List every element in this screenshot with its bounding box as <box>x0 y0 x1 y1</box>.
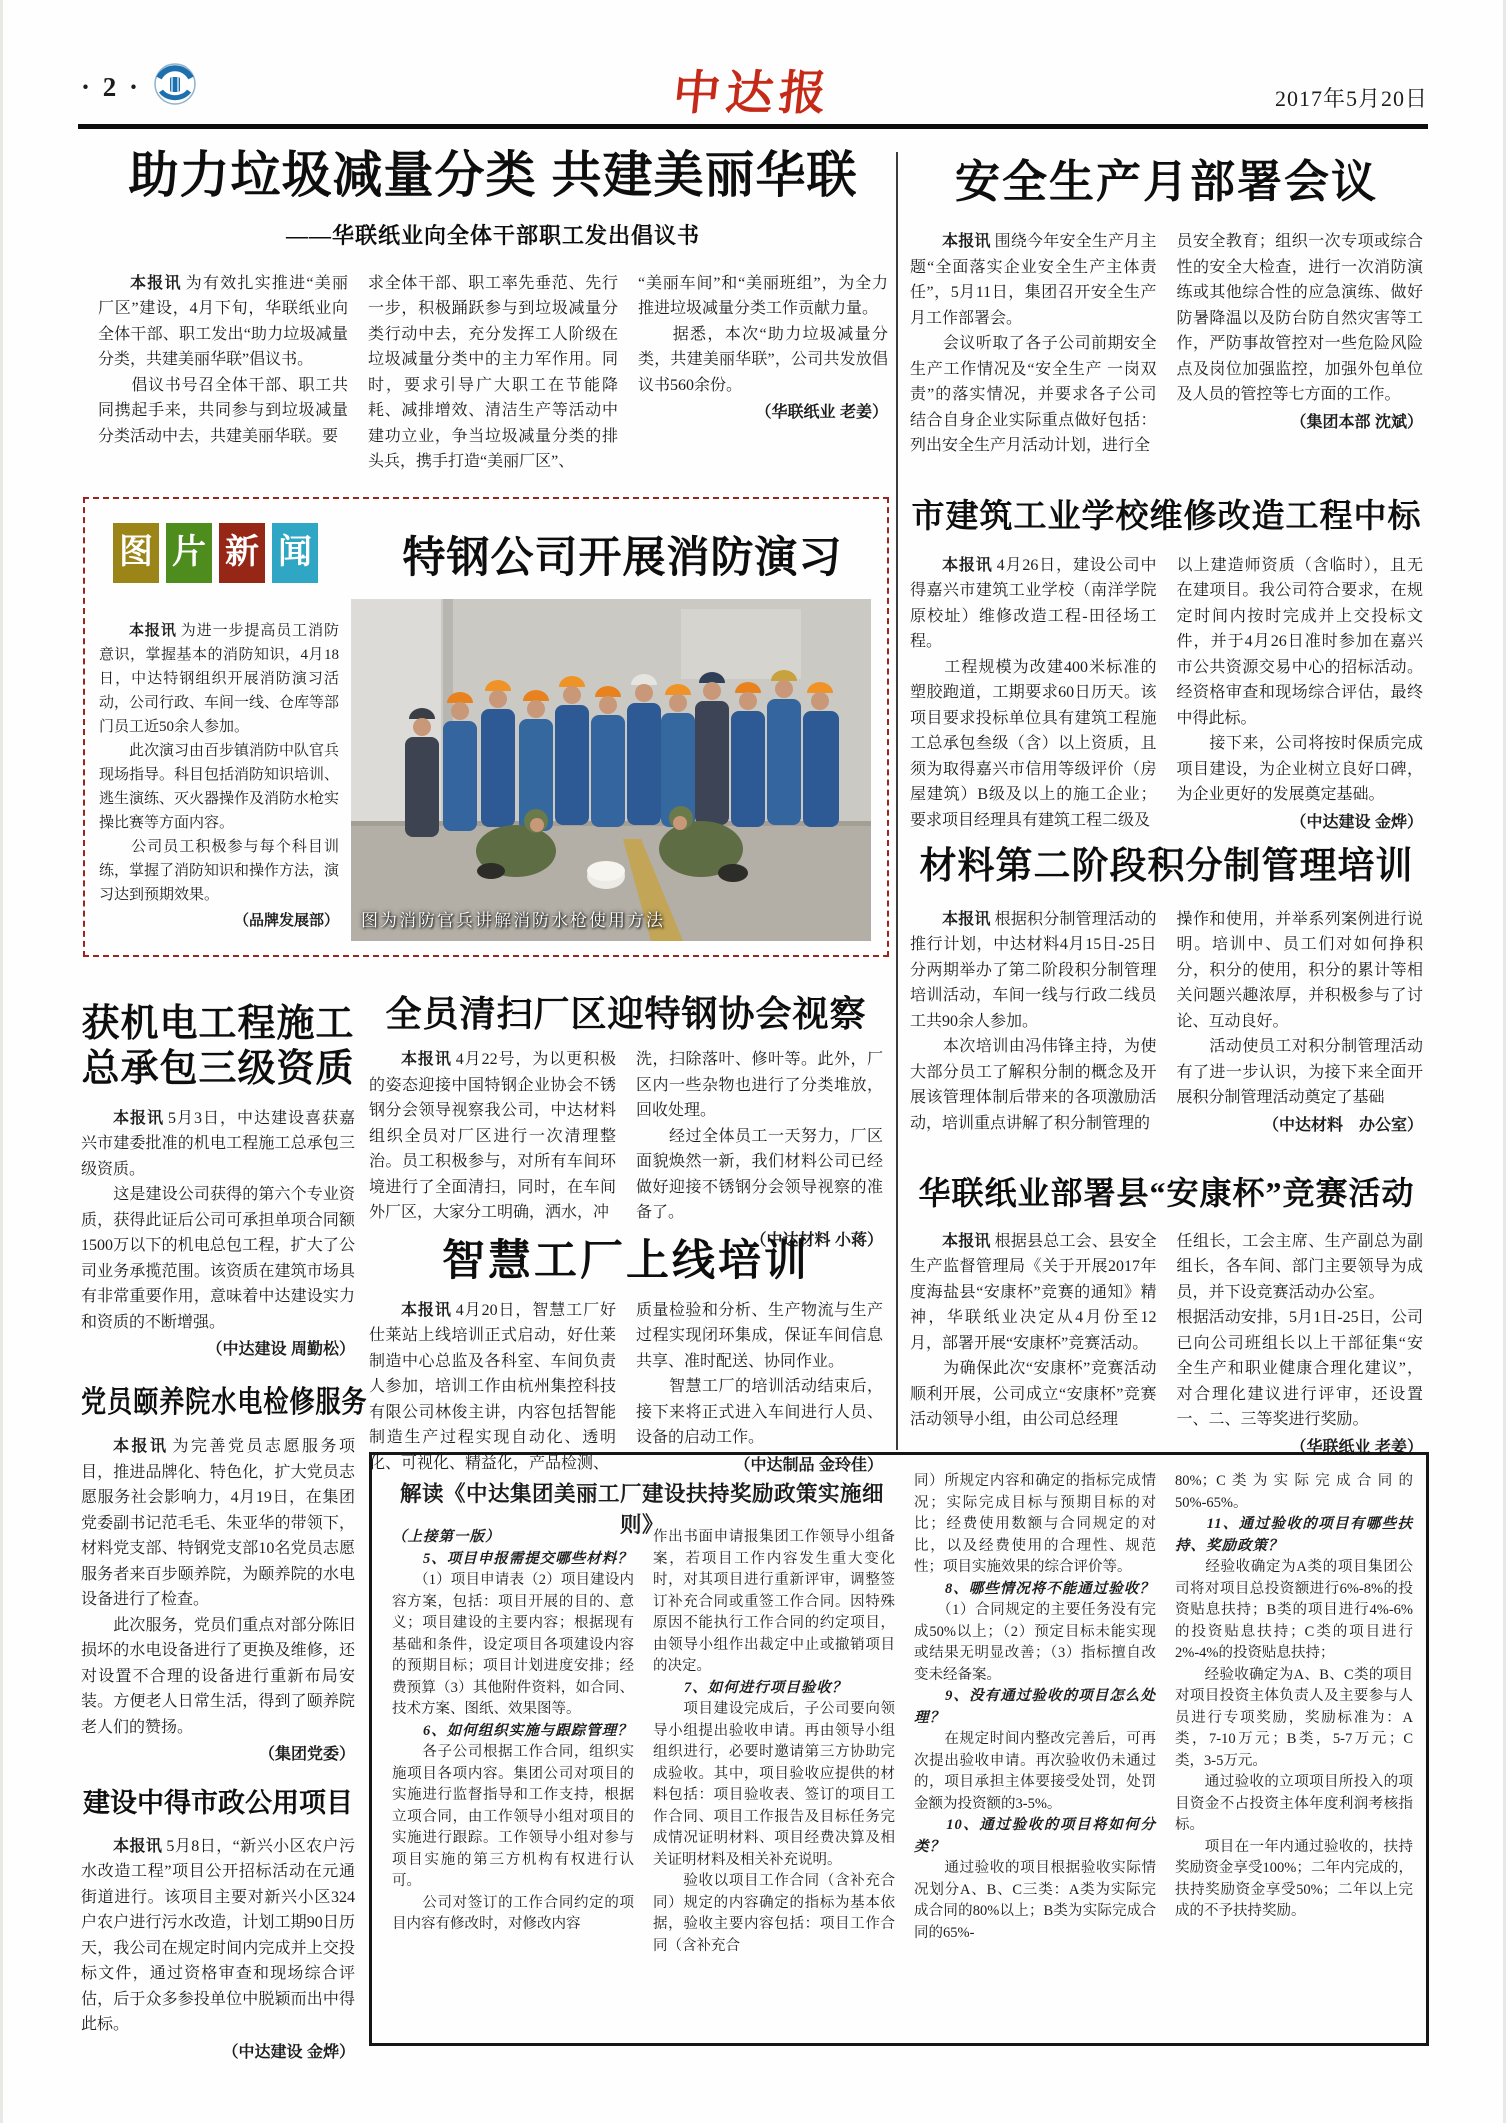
text-column <box>1175 1471 1413 2029</box>
article-waste-sorting <box>98 146 888 476</box>
text-column <box>81 1434 355 1769</box>
dateline: 本报讯 <box>942 233 991 251</box>
logo-tile: 新 <box>219 523 265 583</box>
paragraph: 工程规模为改建400米标准的塑胶跑道，工期要求60日历天。该项目要求投标单位具有建筑工程施工总承包叁级（含）以上资质，且须为取得嘉兴市信用等级评价（房屋建筑）B级及以上的施工企业；要求项目经理具有建筑工程二级及 <box>910 658 1157 829</box>
paragraph: 质量检验和分析、生产物流与生产过程实现闭环集成，保证车间信息共享、准时配送、协同作业。 <box>636 1301 883 1370</box>
text-column <box>653 1527 895 2029</box>
signature: （中达材料 办公室） <box>1262 1116 1423 1134</box>
dateline: 本报讯 <box>942 910 991 928</box>
photo-news-box <box>83 497 889 957</box>
paragraph: 倡议书号召全体干部、职工共同携起手来，共同参与到垃圾减量分类活动中去，共建美丽华联。要 <box>98 376 348 445</box>
lead-text: 5月3日，中达建设喜获嘉兴市建委批准的机电工程施工总承包三级资质。 <box>81 1109 355 1178</box>
text-column <box>1177 553 1424 841</box>
signature: （中达建设 金烨） <box>222 2043 355 2061</box>
lead-paragraph <box>81 1106 355 1183</box>
article-title <box>81 1002 355 1092</box>
paragraph: 员安全教育；组织一次专项或综合性的安全大检查，进行一次消防演练或其他综合性的应急演练、做好防暑降温以及防台防自然灾害等工作，严防事故管控对一些危险风险点及岗位加强监控，加强外包单位及人员的管控等七方面的工作。 <box>1176 233 1423 404</box>
text-column <box>638 271 888 476</box>
title-line: 获机电工程施工 <box>81 1003 355 1045</box>
signature: （中达材料 小蒋） <box>750 1231 883 1249</box>
lead-text: 4月20日，智慧工厂好仕莱站上线培训正式启动，好仕莱制造中心总监及各科室、车间负责人参加，培训工作由杭州集控科技有限公司林俊主讲，内容包括智能制造生产过程实现自动化、透明化、可视化、精益化，产品检测、 <box>369 1301 616 1472</box>
text-column <box>1177 907 1424 1165</box>
paragraph: 会议听取了各子公司前期安全生产工作情况及“安全生产 一岗双责”的落实情况，并要求各子公司结合自身企业实际重点做好包括：列出安全生产月活动计划，进行全 <box>910 335 1157 455</box>
article-title: 建设中得市政公用项目 <box>83 1788 353 1818</box>
article-title: 市建筑工业学校维修改造工程中标 <box>911 499 1422 535</box>
lead-text: 围绕今年安全生产月主题“全面落实企业安全生产主体责任”，5月11日，集团召开安全生产月工作部署会。 <box>910 233 1157 327</box>
lead-text: 为完善党员志愿服务项目，推进品牌化、特色化，扩大党员志愿服务社会影响力，4月19日，在集团党委副书记范毛毛、朱亚华的带领下，材料党支部、特钢党支部10名党员志愿服务者来百步颐养院，为颐养院的水电设备进行了检查。 <box>81 1438 355 1609</box>
paragraph: （上接第一版） <box>392 1529 501 1545</box>
lead-text: 为进一步提高员工消防意识，掌握基本的消防知识，4月18日，中达特钢组织开展消防演习活动，公司行政、车间一线、仓库等部门员工近50余人参加。 <box>99 623 340 735</box>
paragraph: 项目在一年内通过验收的，扶持奖励资金享受100%；二年内完成的，扶持奖励资金享受50%；二年以上完成的不予扶持奖励。 <box>1175 1838 1413 1919</box>
text-column <box>636 1047 883 1249</box>
paragraph: 求全体干部、职工率先垂范、先行一步，积极踊跃参与到垃圾减量分类行动中去，充分发挥工人阶级在垃圾减量分类中的主力军作用。同时，要求引导广大职工在节能降耗、减排增效、清洁生产等活动中建功立业，争当垃圾减量分类的排头兵，携手打造“美丽厂区”、 <box>368 274 618 471</box>
signature: （中达制品 金玲佳） <box>734 1456 883 1474</box>
article-title: 解读《中达集团美丽工厂建设扶持奖励政策实施细则》 <box>399 1482 884 1537</box>
lead-text: 根据县总工会、县安全生产监督管理局《关于开展2017年度海盐县“安康杯”竞赛的通知》精神，华联纸业决定从4月份至12月，部署开展“安康杯”竞赛活动。 <box>910 1232 1157 1352</box>
article-municipal-project <box>81 1788 355 2089</box>
text-column <box>392 1527 634 2029</box>
dateline: 本报讯 <box>942 1232 991 1250</box>
news-photo <box>351 599 871 941</box>
lead-text: 5月8日，“新兴小区农户污水改造工程”项目公开招标活动在元通街道进行。该项目主要对新兴小区324户农户进行污水改造，计划工期90日历天，我公司在规定时间内完成并上交投标文件，通过资格审查和现场综合评估，后于众多参投单位中脱颖而出中得此标。 <box>81 1837 355 2034</box>
paragraph: 公司员工积极参与每个科目训练，掌握了消防知识和操作方法，演习达到预期效果。 <box>99 839 340 903</box>
paragraph: 80%；C类为实际完成合同的50%-65%。 <box>1175 1473 1413 1511</box>
dateline: 本报讯 <box>113 1438 169 1456</box>
article-title: 全员清扫厂区迎特钢协会视察 <box>385 994 867 1034</box>
dateline: 本报讯 <box>129 622 177 639</box>
header-rule <box>78 124 1428 129</box>
paragraph: 本次培训由冯伟锋主持，为使大部分员工了解积分制的概念及开展该管理体制后带来的各项激励活动，培训重点讲解了积分制管理的 <box>910 1038 1157 1132</box>
paragraph: 此次演习由百步镇消防中队官兵现场指导。科目包括消防知识培训、逃生演练、灭火器操作及消防水枪实操比赛等方面内容。 <box>99 743 340 831</box>
article-title: 安全生产月部署会议 <box>954 157 1378 207</box>
logo-tile: 片 <box>166 523 212 583</box>
paragraph: 操作和使用，并举系列案例进行说明。培训中、员工们对如何挣积分，积分的使用，积分的累计等相关问题兴趣浓厚，并积极参与了讨论、互动良好。 <box>1176 910 1423 1030</box>
signature: （品牌发展部） <box>233 912 339 929</box>
paragraph: 智慧工厂的培训活动结束后，接下来将正式进入车间进行人员、设备的启动工作。 <box>636 1378 883 1447</box>
fire-drill-photo-illustration <box>351 599 871 941</box>
paragraph: 经验收确定为A、B、C类的项目对项目投资主体负责人及主要参与人员进行专项奖励，奖励标准为：A类，7-10万元；B类，5-7万元；C类，3-5万元。 <box>1175 1666 1413 1769</box>
article-party-service <box>81 1385 368 1769</box>
page-number: · 2 · <box>81 72 142 102</box>
dateline: 本报讯 <box>113 1109 164 1127</box>
article-title: 智慧工厂上线培训 <box>442 1238 810 1285</box>
text-column <box>1177 1229 1424 1471</box>
paragraph: 活动使员工对积分制管理活动有了进一步认识，为接下来全面开展积分制管理活动奠定了基础 <box>1176 1038 1423 1107</box>
article-title: 材料第二阶段积分制管理培训 <box>919 846 1414 887</box>
article-safety-month <box>910 156 1423 481</box>
lead-paragraph <box>81 1434 355 1613</box>
paragraph: （1）项目申请表（2）项目建设内容方案，包括：项目开展的目的、意义；项目建设的主要内容；根据现有基础和条件，设定项目各项建设内容的预期目标；项目计划进度安排；经费预算（3）其他附件资料，如合同、技术方案、图纸、效果图等。 <box>392 1572 634 1717</box>
column-divider <box>896 152 898 1450</box>
lead-paragraph <box>910 907 1157 1035</box>
paragraph: 任组长，工会主席、生产副总为副组长，各车间、部门主要领导为成员，并下设竞赛活动办公室。 <box>1176 1232 1423 1301</box>
article-points-training <box>910 845 1423 1165</box>
paragraph: 项目建设完成后，子公司要向领导小组提出验收申请。再由领导小组组织进行，必要时邀请第三方协助完成验收。其中，项目验收应提供的材料包括：项目验收表、签订的项目工作合同、项目工作报告及目标任务完成情况证明材料、项目经费决算及相关证明材料及相关补充说明。 <box>653 1701 895 1868</box>
lead-text: 为有效扎实推进“美丽厂区”建设，4月下旬，华联纸业向全体干部、职工发出“助力垃圾减量分类，共建美丽华联”倡议书。 <box>98 274 348 369</box>
lead-text: 4月26日，建设公司中得嘉兴市建筑工业学校（南洋学院原校址）维修改造工程-田径场工程。 <box>910 556 1157 651</box>
paragraph: 经过全体员工一天努力，厂区面貌焕然一新，我们材料公司已经做好迎接不锈钢分会领导视察的准备了。 <box>636 1127 883 1222</box>
paragraph: 为确保此次“安康杯”竞赛活动顺利开展，公司成立“安康杯”竞赛活动领导小组，由公司总经理 <box>910 1360 1157 1429</box>
lead-paragraph <box>98 271 348 373</box>
dateline: 本报讯 <box>401 1301 452 1319</box>
lead-paragraph <box>369 1047 616 1226</box>
paragraph: 同）所规定内容和确定的指标完成情况；实际完成目标与预期目标的对比；经费使用数额与合同规定的对比，以及经费使用的合理性、规范性；项目实施效果的综合评价等。 <box>914 1473 1156 1575</box>
paragraph: 各子公司根据工作合同，组织实施项目各项内容。集团公司对项目的实施进行监督指导和工作支持，根据立项合同，由工作领导小组对项目的实施进行跟踪。工作领导小组对参与项目实施的第三方机构有权进行认可。 <box>392 1744 634 1889</box>
newspaper-page <box>3 0 1503 2123</box>
dateline: 本报讯 <box>130 274 182 292</box>
signature: （中达建设 金烨） <box>1290 813 1423 831</box>
article-title: 助力垃圾减量分类 共建美丽华联 <box>128 147 858 203</box>
lead-paragraph <box>910 1229 1157 1357</box>
paragraph: 通过验收的立项项目所投入的项目资金不占投资主体年度利润考核指标。 <box>1175 1774 1413 1833</box>
text-column <box>368 271 618 476</box>
paragraph: 验收以项目工作合同（含补充合同）规定的内容确定的指标为基本依据，验收主要内容包括：项目工作合同（含补充合 <box>653 1873 895 1954</box>
lead-paragraph <box>910 553 1157 655</box>
masthead-title: 中达报 <box>670 68 835 120</box>
text-column <box>1177 229 1424 481</box>
signature: （华联纸业 老姜） <box>1290 1438 1423 1456</box>
signature: （集团党委） <box>258 1746 355 1764</box>
lead-text: 根据积分制管理活动的推行计划，中达材料4月15日-25日分两期举办了第二阶段积分制管理培训活动，车间一线与行政二线员工共90余人参加。 <box>910 910 1157 1030</box>
text-column <box>99 619 339 941</box>
signature: （华联纸业 老姜） <box>755 404 888 422</box>
paragraph: 据悉，本次“助力垃圾减量分类，共建美丽华联”，公司共发放倡议书560余份。 <box>638 325 888 394</box>
logo-tile: 图 <box>113 523 159 583</box>
article-factory-cleanup <box>369 993 883 1249</box>
article-title: 特钢公司开展消防演习 <box>402 534 843 582</box>
signature: （集团本部 沈斌） <box>1290 413 1423 431</box>
text-column <box>910 229 1157 481</box>
lead-paragraph <box>910 229 1157 331</box>
paragraph: 7、如何进行项目验收？ <box>653 1679 848 1696</box>
article-policy-interpretation <box>369 1452 1429 2046</box>
paragraph: 洗，扫除落叶、修叶等。此外，厂区内一些杂物也进行了分类堆放，回收处理。 <box>636 1051 883 1120</box>
lead-paragraph <box>369 1298 616 1477</box>
paragraph: 经验收确定为A类的项目集团公司将对项目总投资额进行6%-8%的投资贴息扶持；B类的项目进行4%-6%的投资贴息扶持；C类的项目进行2%-4%的投资贴息扶持； <box>1175 1559 1413 1661</box>
paragraph: 5、项目申报需提交哪些材料？ <box>392 1550 633 1567</box>
paragraph: 11、通过验收的项目有哪些扶持、奖励政策？ <box>1175 1516 1413 1554</box>
article-smart-factory <box>369 1237 883 1474</box>
dateline: 本报讯 <box>113 1837 163 1855</box>
text-column <box>81 1834 355 2089</box>
paragraph: 8、哪些情况将不能通过验收？ <box>914 1580 1155 1597</box>
issue-date: 2017年5月20日 <box>1274 86 1428 111</box>
paragraph: “美丽车间”和“美丽班组”，为全力推进垃圾减量分类工作贡献力量。 <box>638 274 888 318</box>
paragraph: 公司对签订的工作合同约定的项目内容有修改时，对修改内容 <box>392 1894 634 1932</box>
text-column <box>369 1047 616 1227</box>
lead-paragraph <box>99 619 339 739</box>
paragraph: 此次服务，党员们重点对部分陈旧损坏的水电设备进行了更换及维修，还对设置不合理的设备进行重新布局安装。方便老人日常生活，得到了颐养院老人们的赞扬。 <box>81 1616 355 1736</box>
lead-paragraph <box>81 1834 355 2038</box>
article-title: 党员颐养院水电检修服务 <box>81 1386 368 1419</box>
article-subtitle: ——华联纸业向全体干部职工发出倡议书 <box>285 223 700 248</box>
paragraph: 6、如何组织实施与跟踪管理？ <box>392 1722 633 1739</box>
article-title: 华联纸业部署县“安康杯”竞赛活动 <box>918 1175 1415 1211</box>
article-mech-qualification <box>81 1002 355 1359</box>
paragraph: 10、通过验收的项目将如何分类？ <box>914 1817 1156 1855</box>
text-column <box>98 271 348 476</box>
paragraph: 在规定时间内整改完善后，可再次提出验收申请。再次验收仍未通过的，项目承担主体要接受处罚，处罚金额为投资额的3-5%。 <box>914 1731 1156 1812</box>
text-column <box>369 1298 616 1470</box>
signature: （中达建设 周勤松） <box>206 1341 355 1359</box>
paragraph: 这是建设公司获得的第六个专业资质，获得此证后公司可承担单项合同额1500万以下的机电总包工程，扩大了公司业务承揽范围。该资质在建筑市场具有非常重要作用，意味着中达建设实力和资质的不断增强。 <box>81 1186 355 1331</box>
text-column <box>910 907 1157 1165</box>
logo-tile: 闻 <box>272 523 318 583</box>
article-ankang-cup <box>910 1175 1423 1471</box>
lead-text: 4月22号，为以更积极的姿态迎接中国特钢企业协会不锈钢分会领导视察我公司，中达材料组织全员对厂区进行一次清理整治。员工积极参与，对所有车间环境进行了全面清扫，同时，在车间外厂区，大家分工明确，洒水，冲 <box>369 1051 616 1222</box>
paragraph: 通过验收的项目根据验收实际情况划分A、B、C三类：A类为实际完成合同的80%以上；B类为实际完成合同的65%- <box>914 1860 1156 1941</box>
title-line: 总承包三级资质 <box>81 1047 355 1090</box>
photo-caption: 图为消防官兵讲解消防水枪使用方法 <box>361 911 665 930</box>
dateline: 本报讯 <box>942 556 993 574</box>
text-column <box>910 1229 1157 1471</box>
text-column <box>81 1106 355 1359</box>
dateline: 本报讯 <box>401 1051 452 1069</box>
text-column <box>910 553 1157 841</box>
paragraph: （1）合同规定的主要任务没有完成50%以上；（2）预定目标未能实现或结果无明显改善；（3）指标擅自改变未经备案。 <box>914 1602 1156 1683</box>
article-school-bid <box>910 498 1423 841</box>
paragraph: 作出书面申请报集团工作领导小组备案，若项目工作内容发生重大变化时，对其项目进行重新评审，调整签订补充合同或重签工作合同。因特殊原因不能执行工作合同的约定项目，由领导小组作出裁定中止或撤销项目的决定。 <box>653 1529 895 1674</box>
paragraph: 根据活动安排，5月1日-25日，公司已向公司班组长以上干部征集“安全生产和职业健康合理化建议”，对合理化建议进行评审，还设置一、二、三等奖进行奖励。 <box>1176 1309 1423 1429</box>
paragraph: 以上建造师资质（含临时），且无在建项目。我公司符合要求，在规定时间内按时完成并上交投标文件，并于4月26日准时参加在嘉兴市公共资源交易中心的招标活动。经资格审查和现场综合评估，最终中得此标。 <box>1176 556 1423 727</box>
paragraph: 9、没有通过验收的项目怎么处理？ <box>914 1688 1156 1726</box>
photo-news-logo <box>113 523 325 583</box>
text-column <box>636 1298 883 1474</box>
text-column <box>914 1471 1156 2029</box>
paragraph: 接下来，公司将按时保质完成项目建设，为企业树立良好口碑，为企业更好的发展奠定基础。 <box>1176 735 1423 804</box>
